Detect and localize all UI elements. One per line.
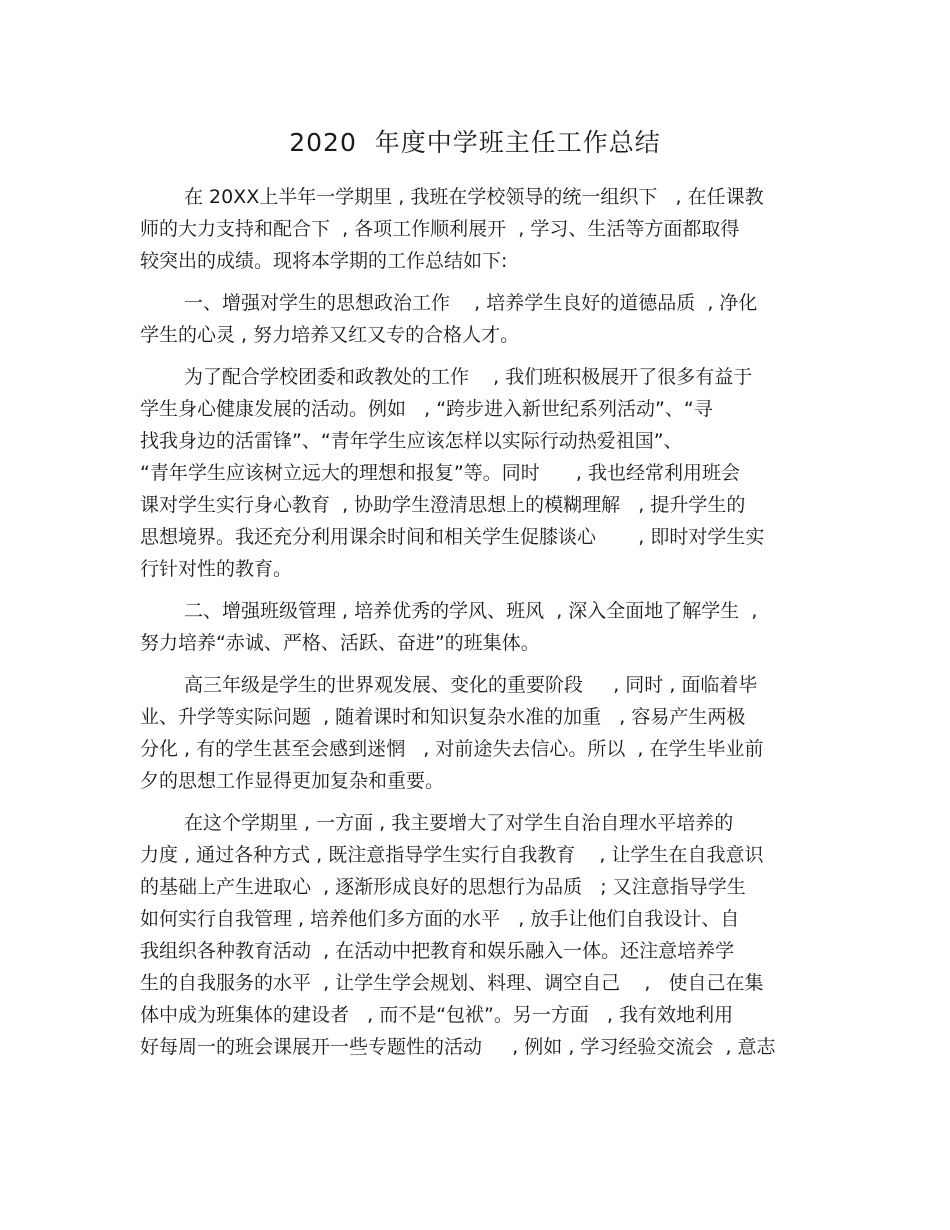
text-line: 学生的心灵 , 努力培养又红又专的合格人才。 [140, 324, 520, 346]
text-line: 夕的思想工作显得更加复杂和重要。 [140, 770, 445, 792]
text-line: 力度 , 通过各种方式 , 既注意指导学生实行自我教育 , 让学生在自我意识 [140, 844, 764, 866]
text-line: 思想境界。我还充分利用课余时间和相关学生促膝谈心 , 即时对学生实 [140, 526, 765, 548]
paragraph-heading-2 [140, 595, 805, 659]
paragraph-activities [140, 361, 805, 585]
paragraph-intro [140, 181, 805, 277]
text-line: 行针对性的教育。 [140, 558, 293, 580]
text-line: “青年学生应该树立远大的理想和报复”等。同时 , 我也经常利用班会 [140, 462, 741, 484]
text-line: 分化 , 有的学生甚至会感到迷惘 , 对前途失去信心。所以 , 在学生毕业前 [140, 738, 764, 760]
text-line: 学生身心健康发展的活动。例如 , “跨步进入新世纪系列活动”、“寻 [140, 398, 713, 420]
text-line: 在这个学期里 , 一方面 , 我主要增大了对学生自治自理水平培养的 [184, 812, 734, 834]
text-line: 师的大力支持和配合下 , 各项工作顺利展开 , 学习、生活等方面都取得 [140, 218, 740, 240]
text-line: 一、增强对学生的思想政治工作 , 培养学生良好的道德品质 , 净化 [184, 292, 758, 314]
text-line: 生的自我服务的水平 , 让学生学会规划、料理、调空自己 , 使自己在集 [140, 972, 764, 994]
text-line: 二、增强班级管理 , 培养优秀的学风、班风 , 深入全面地了解学生 , [184, 600, 758, 622]
text-line: 找我身边的活雷锋”、“青年学生应该怎样以实际行动热爱祖国”、 [140, 430, 683, 452]
document-body [140, 181, 805, 1073]
text-line: 业、升学等实际问题 , 随着课时和知识复杂水准的加重 , 容易产生两极 [140, 706, 746, 728]
text-line: 在 20XX上半年一学期里 , 我班在学校领导的统一组织下 , 在任课教 [184, 186, 764, 208]
text-line: 课对学生实行身心教育 , 协助学生澄清思想上的模糊理解 , 提升学生的 [140, 494, 746, 516]
document-title: 2020 年度中学班主任工作总结 [289, 128, 661, 157]
text-line: 我组织各种教育活动 , 在活动中把教育和娱乐融入一体。还注意培养学 [140, 940, 735, 962]
paragraph-heading-1 [140, 287, 805, 351]
paragraph-senior-year [140, 669, 805, 797]
text-line: 体中成为班集体的建设者 , 而不是“包袱”。另一方面 , 我有效地利用 [140, 1004, 734, 1026]
text-line: 为了配合学校团委和政教处的工作 , 我们班积极展开了很多有益于 [184, 366, 753, 388]
text-line: 如何实行自我管理 , 培养他们多方面的水平 , 放手让他们自我设计、自 [140, 908, 740, 930]
text-line: 高三年级是学生的世界观发展、变化的重要阶段 , 同时 , 面临着毕 [184, 674, 758, 696]
text-line: 的基础上产生进取心 , 逐渐形成良好的思想行为品质 ; 又注意指导学生 [140, 876, 746, 898]
text-line: 较突出的成绩。现将本学期的工作总结如下: [140, 250, 508, 272]
text-line: 好每周一的班会课展开一些专题性的活动 , 例如 , 学习经验交流会 , 意志 [140, 1036, 776, 1058]
text-line: 努力培养“赤诚、严格、活跃、奋进”的班集体。 [140, 632, 540, 654]
paragraph-semester [140, 807, 805, 1063]
